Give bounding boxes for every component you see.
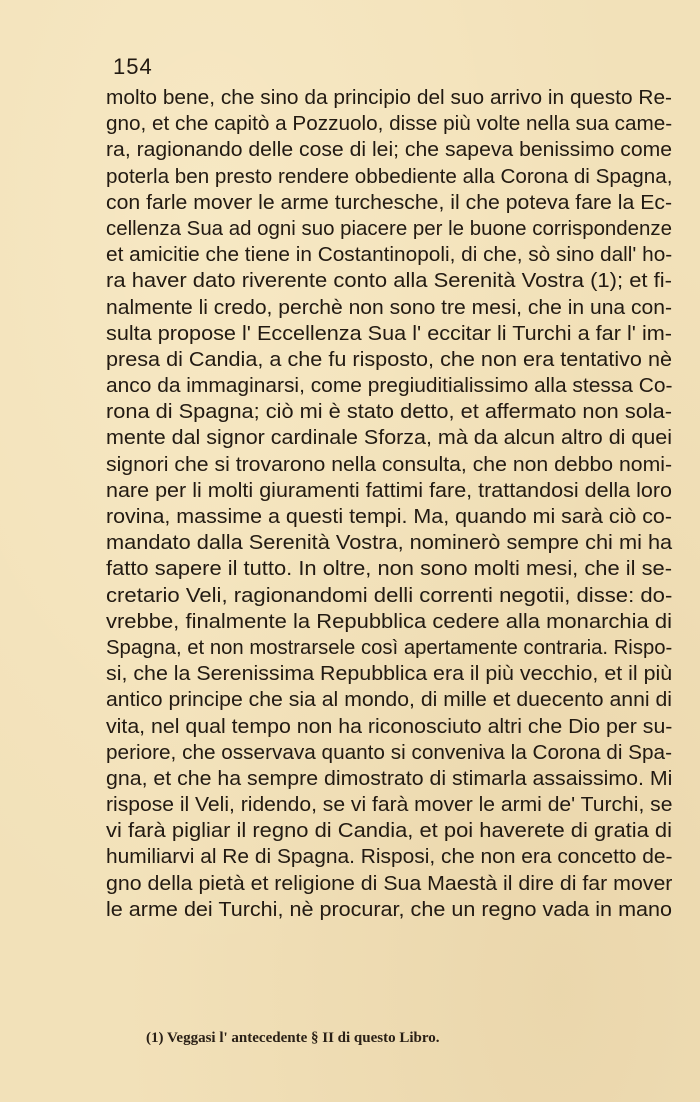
body-text: [106, 85, 672, 923]
text-line: gno della pietà et religione di Sua Maestà il dire di far mover: [106, 872, 673, 895]
text-line: vita, nel qual tempo non ha riconosciuto altri che Dio per su-: [106, 715, 673, 738]
text-line: cretario Veli, ragionandomi delli correnti negotii, disse: do-: [106, 584, 673, 607]
footnote: (1) Veggasi l' antecedente § II di questo Libro.: [146, 1030, 440, 1046]
text-line: molto bene, che sino da principio del suo arrivo in questo Re-: [106, 87, 672, 109]
text-line: con farle mover le arme turchesche, il che poteva fare la Ec-: [106, 191, 672, 214]
text-line: periore, che osservava quanto si conveniva la Corona di Spa-: [106, 741, 672, 764]
text-line: rovina, massime a questi tempi. Ma, quando mi sarà ciò co-: [106, 506, 672, 528]
text-line: rona di Spagna; ciò mi è stato detto, et affermato non sola-: [106, 401, 672, 424]
text-line: nalmente li credo, perchè non sono tre mesi, che in una con-: [106, 296, 673, 319]
text-line: antico principe che sia al mondo, di mille et duecento anni di: [106, 689, 672, 712]
text-line: presa di Candia, a che fu risposto, che non era tentativo nè: [106, 348, 672, 371]
text-line: signori che si trovarono nella consulta, che non debbo nomi-: [106, 453, 672, 476]
text-line: anco da immaginarsi, come pregiuditialissimo alla stessa Co-: [106, 375, 673, 398]
text-line: Spagna, et non mostrarsele così apertamente contraria. Rispo-: [106, 636, 673, 659]
text-line: gna, et che ha sempre dimostrato di stimarla assaissimo. Mi: [106, 767, 673, 790]
text-line: ra haver dato riverente conto alla Serenità Vostra (1); et fi-: [106, 270, 672, 293]
text-line: humiliarvi al Re di Spagna. Risposi, che non era concetto de-: [106, 846, 673, 869]
text-line: gno, et che capitò a Pozzuolo, disse più volte nella sua came-: [106, 113, 673, 136]
text-line: vrebbe, finalmente la Repubblica cedere alla monarchia di: [106, 610, 672, 633]
text-line: si, che la Serenissima Repubblica era il più vecchio, et il più: [106, 663, 673, 686]
text-line: mandato dalla Serenità Vostra, nominerò sempre chi mi ha: [106, 532, 673, 555]
text-line: cellenza Sua ad ogni suo piacere per le buone corrispondenze: [106, 217, 672, 240]
text-line: et amicitie che tiene in Costantinopoli, di che, sò sino dall' ho-: [106, 244, 673, 267]
text-line: fatto sapere il tutto. In oltre, non sono molti mesi, che il se-: [106, 558, 672, 581]
text-line: sulta propose l' Eccellenza Sua l' eccitar li Turchi a far l' im-: [106, 322, 672, 345]
text-line: nare per li molti giuramenti fattimi fare, trattandosi della loro: [106, 479, 672, 502]
text-line: mente dal signor cardinale Sforza, mà da alcun altro di quei: [106, 427, 672, 450]
text-line: rispose il Veli, ridendo, se vi farà mover le armi de' Turchi, se: [106, 794, 673, 817]
page-number: 154: [113, 54, 153, 79]
text-line: poterla ben presto rendere obbediente alla Corona di Spagna,: [106, 165, 673, 188]
text-line: le arme dei Turchi, nè procurar, che un regno vada in mano: [106, 898, 672, 921]
text-line: vi farà pigliar il regno di Candia, et poi haverete di gratia di: [106, 820, 672, 843]
text-line: ra, ragionando delle cose di lei; che sapeva benissimo come: [106, 139, 672, 162]
